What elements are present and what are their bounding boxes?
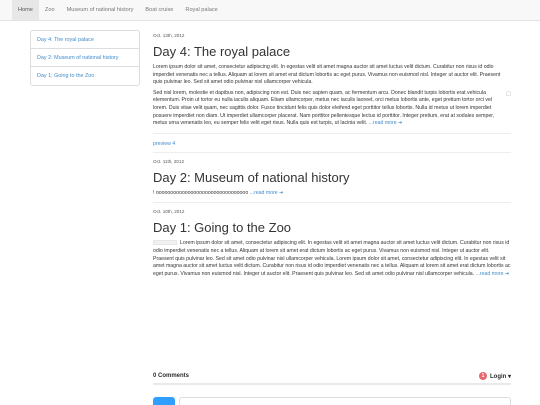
main-content — [153, 27, 511, 278]
preview-link[interactable]: preview 4 — [153, 140, 176, 147]
divider — [153, 152, 511, 153]
nav-museum[interactable]: Museum of national history — [66, 7, 134, 13]
post-date: Oct. 10th, 2012 — [153, 209, 185, 215]
post-title[interactable]: Day 1: Going to the Zoo — [153, 220, 292, 236]
comments-header — [153, 369, 511, 385]
post-paragraph: Lorem ipsum dolor sit amet, consectetur adipiscing elit. In egestas velit sit amet magna auctor sit amet luctus velit dictum. Curabitur non risus id odio imperdiet venenatis nec a tellus. Aliquam at lorem sit amet erat dictum lobortis ac eget purus. Vivamus non euismod nisl. Integer ut auctor elit. Praesent quis pulvinar leo. Sed sit amet odio pulvinar nisl ullamcorper vehicula. — [153, 64, 501, 86]
image-placeholder — [153, 240, 177, 245]
post-title[interactable]: Day 2: Museum of national history — [153, 169, 350, 185]
post-body — [153, 64, 511, 128]
post-date: Oct. 13th, 2012 — [153, 33, 185, 38]
post-paragraph: ! oooooooooooooooooooooooooooooooo — [153, 189, 249, 196]
sidebar-item-day1[interactable]: Day 1: Going to the Zoo — [37, 73, 95, 79]
nav-boat-cruise[interactable]: Boat cruise — [145, 7, 174, 13]
comments-count: 0 Comments — [153, 373, 190, 379]
post-day4 — [153, 33, 511, 153]
sidebar — [30, 30, 140, 86]
post-body — [153, 190, 511, 198]
image-placeholder — [506, 91, 511, 96]
nav-royal-palace[interactable]: Royal palace — [185, 7, 218, 13]
read-more-link[interactable]: ...read more ➔ — [475, 270, 510, 277]
notification-badge: 1 — [479, 372, 487, 380]
read-more-link[interactable]: ...read more ➔ — [249, 189, 284, 196]
comment-input[interactable] — [179, 397, 511, 405]
post-paragraph: Lorem ipsum dolor sit amet, consectetur adipiscing elit. In egestas velit sit amet magna auctor sit amet luctus velit dictum. Curabitur non risus id odio imperdiet venenatis nec a tellus. Aliquam at lorem sit amet erat dictum lobortis ac eget purus. Vivamus non euismod nisl. Integer ut auctor elit. Praesent quis pulvinar leo. Sed sit amet odio pulvinar nisl ullamcorper vehicula. Lorem ipsum dolor sit amet, consectetur adipiscing elit. In egestas velit sit amet magna auctor sit amet luctus velit dictum. Curabitur non risus id odio imperdiet venenatis nec a tellus. Aliquam at lorem sit amet erat dictum lobortis ac eget purus. Vivamus non euismod nisl. Integer ut auctor elit. Praesent quis pulvinar leo. Sed sit amet odio pulvinar nisl ullamcorper vehicula. — [153, 240, 511, 277]
sidebar-item-day4[interactable]: Day 4: The royal palace — [31, 31, 139, 49]
post-title[interactable]: Day 4: The royal palace — [153, 44, 291, 59]
login-button[interactable] — [479, 372, 511, 380]
post-day1 — [153, 209, 511, 278]
read-more-link[interactable]: ...read more ➔ — [368, 120, 403, 127]
avatar — [153, 397, 175, 405]
divider — [153, 202, 511, 203]
nav-zoo[interactable]: Zoo — [44, 7, 55, 13]
post-paragraph: Sed nisl lorem, molestie et dapibus non, adipiscing non est. Duis nec sapien quam, ac fermentum arcu. Donec blandit turpis lobortis erat vehicula elementum. Proin ut tortor eu nulla iaculis aliquam. Etiam ullamcorper, metus nec iaculis laoreet, orci metus lobortis ante, eget pretium tortor orci vel lorem. Duis vitae velit quam, nec sagittis dolor. Fusce tincidunt felis quis dolor eleifend eget porttitor tellus lobortis. Nulla id metus ut lorem imperdiet posuere imperdiet non diam. Ut imperdiet ullamcorper placerat. Nam porttitor pellentesque lectus id porttitor. Integer pretium, erat at sodales semper, metus urna venenatis leo, eu semper felis velit eget risus. Nulla quis est turpis, ut lacinia velit. — [153, 89, 495, 127]
top-navbar — [0, 0, 540, 21]
nav-home[interactable]: Home — [12, 0, 39, 20]
post-paragraph-wrap — [153, 90, 511, 128]
sidebar-item-day2[interactable]: Day 2: Museum of national history — [31, 49, 139, 67]
login-label: Login ▾ — [489, 373, 511, 380]
post-date: Oct. 11th, 2012 — [153, 158, 185, 164]
post-body — [153, 240, 511, 278]
post-day2 — [153, 159, 511, 204]
divider — [153, 133, 511, 134]
